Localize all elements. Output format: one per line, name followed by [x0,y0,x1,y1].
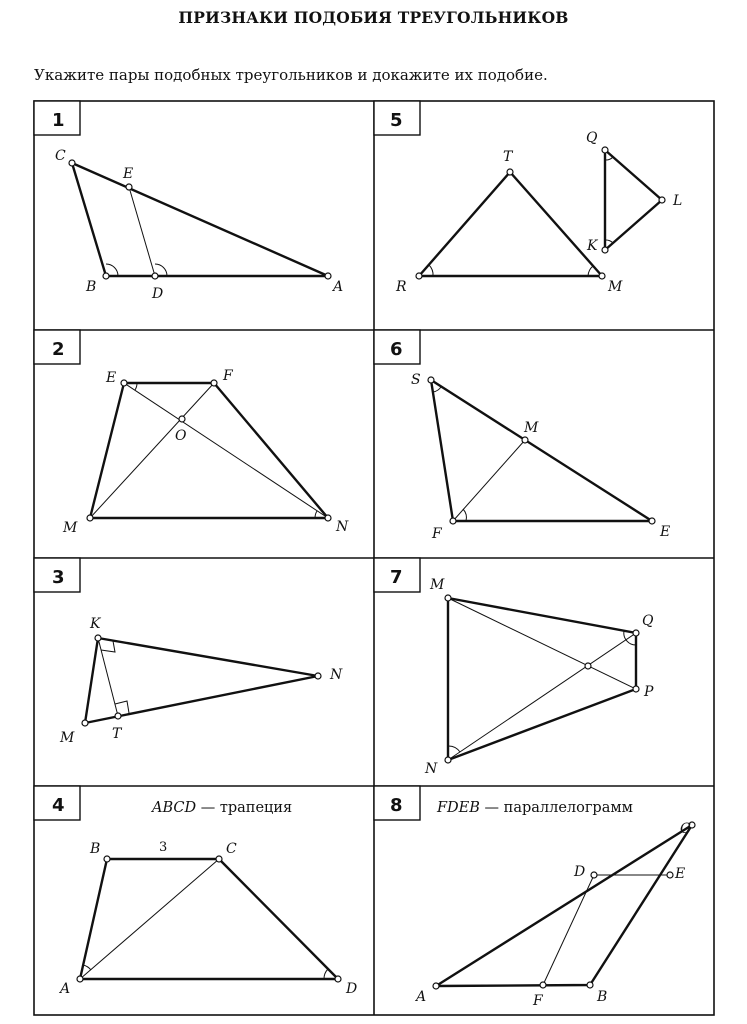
point-label-S: S [411,372,421,388]
point-label-E: E [123,166,134,182]
panel-3 [34,558,343,746]
point-label-T: T [503,149,513,165]
point-label-N: N [336,519,349,535]
instruction-text: Укажите пары подобных треугольников и докажите их подобие. [34,66,548,84]
point-label-C: C [680,821,691,837]
point-label-B: B [86,279,97,295]
panel-8 [374,786,695,1009]
panel-number: 6 [390,339,403,360]
point-label-A: A [333,279,344,295]
figure-1 [69,160,331,279]
point-label-M: M [430,577,445,593]
figure-2 [87,380,331,521]
point-label-B: B [597,989,608,1005]
panel-caption: FDEB — параллелограмм [437,800,633,816]
point-label-R: R [396,279,407,295]
point-label-F: F [432,526,442,542]
point-label-N: N [330,667,343,683]
point-label-A: A [60,981,71,997]
point-label-P: P [644,684,654,700]
panel-caption: ABCD — трапеция [152,800,293,816]
panel-number: 2 [52,339,65,360]
point-label-Q: Q [642,613,654,629]
point-label-C: C [55,148,66,164]
point-label-M: M [524,420,539,436]
panel-2 [34,330,349,536]
point-label-D: D [574,864,586,880]
figure-4 [77,856,341,982]
point-label-K: K [587,238,598,254]
point-label-O: O [175,428,187,444]
point-label-M: M [60,730,75,746]
point-label-A: A [416,989,427,1005]
point-label-K: K [90,616,101,632]
panel-1 [34,101,343,302]
panel-number: 8 [390,795,403,816]
figure-6 [428,377,655,524]
panel-5 [374,101,682,295]
point-label-F: F [533,993,543,1009]
panel-number: 3 [52,567,65,588]
point-label-M: M [608,279,623,295]
panel-number: 7 [390,567,403,588]
point-label-E: E [660,524,671,540]
point-label-L: L [673,193,683,209]
panel-6 [374,330,670,542]
segment-length-BC: 3 [159,840,168,855]
point-label-Q: Q [586,130,598,146]
point-label-E: E [675,866,686,882]
panel-number: 4 [52,795,65,816]
point-label-C: C [226,841,237,857]
figure-5 [416,147,665,279]
panel-number: 5 [390,110,403,131]
point-label-B: B [90,841,101,857]
point-label-D: D [152,286,164,302]
point-label-N: N [425,761,438,777]
point-label-F: F [223,368,233,384]
point-label-T: T [112,726,122,742]
figure-3 [82,635,321,726]
figure-8 [433,822,695,989]
point-label-D: D [346,981,358,997]
point-label-E: E [106,370,117,386]
point-label-M: M [63,520,78,536]
panel-number: 1 [52,110,65,131]
panel-4 [34,786,357,997]
panel-7 [374,558,654,777]
page-title: ПРИЗНАКИ ПОДОБИЯ ТРЕУГОЛЬНИКОВ [178,8,569,27]
figure-7 [445,595,639,763]
